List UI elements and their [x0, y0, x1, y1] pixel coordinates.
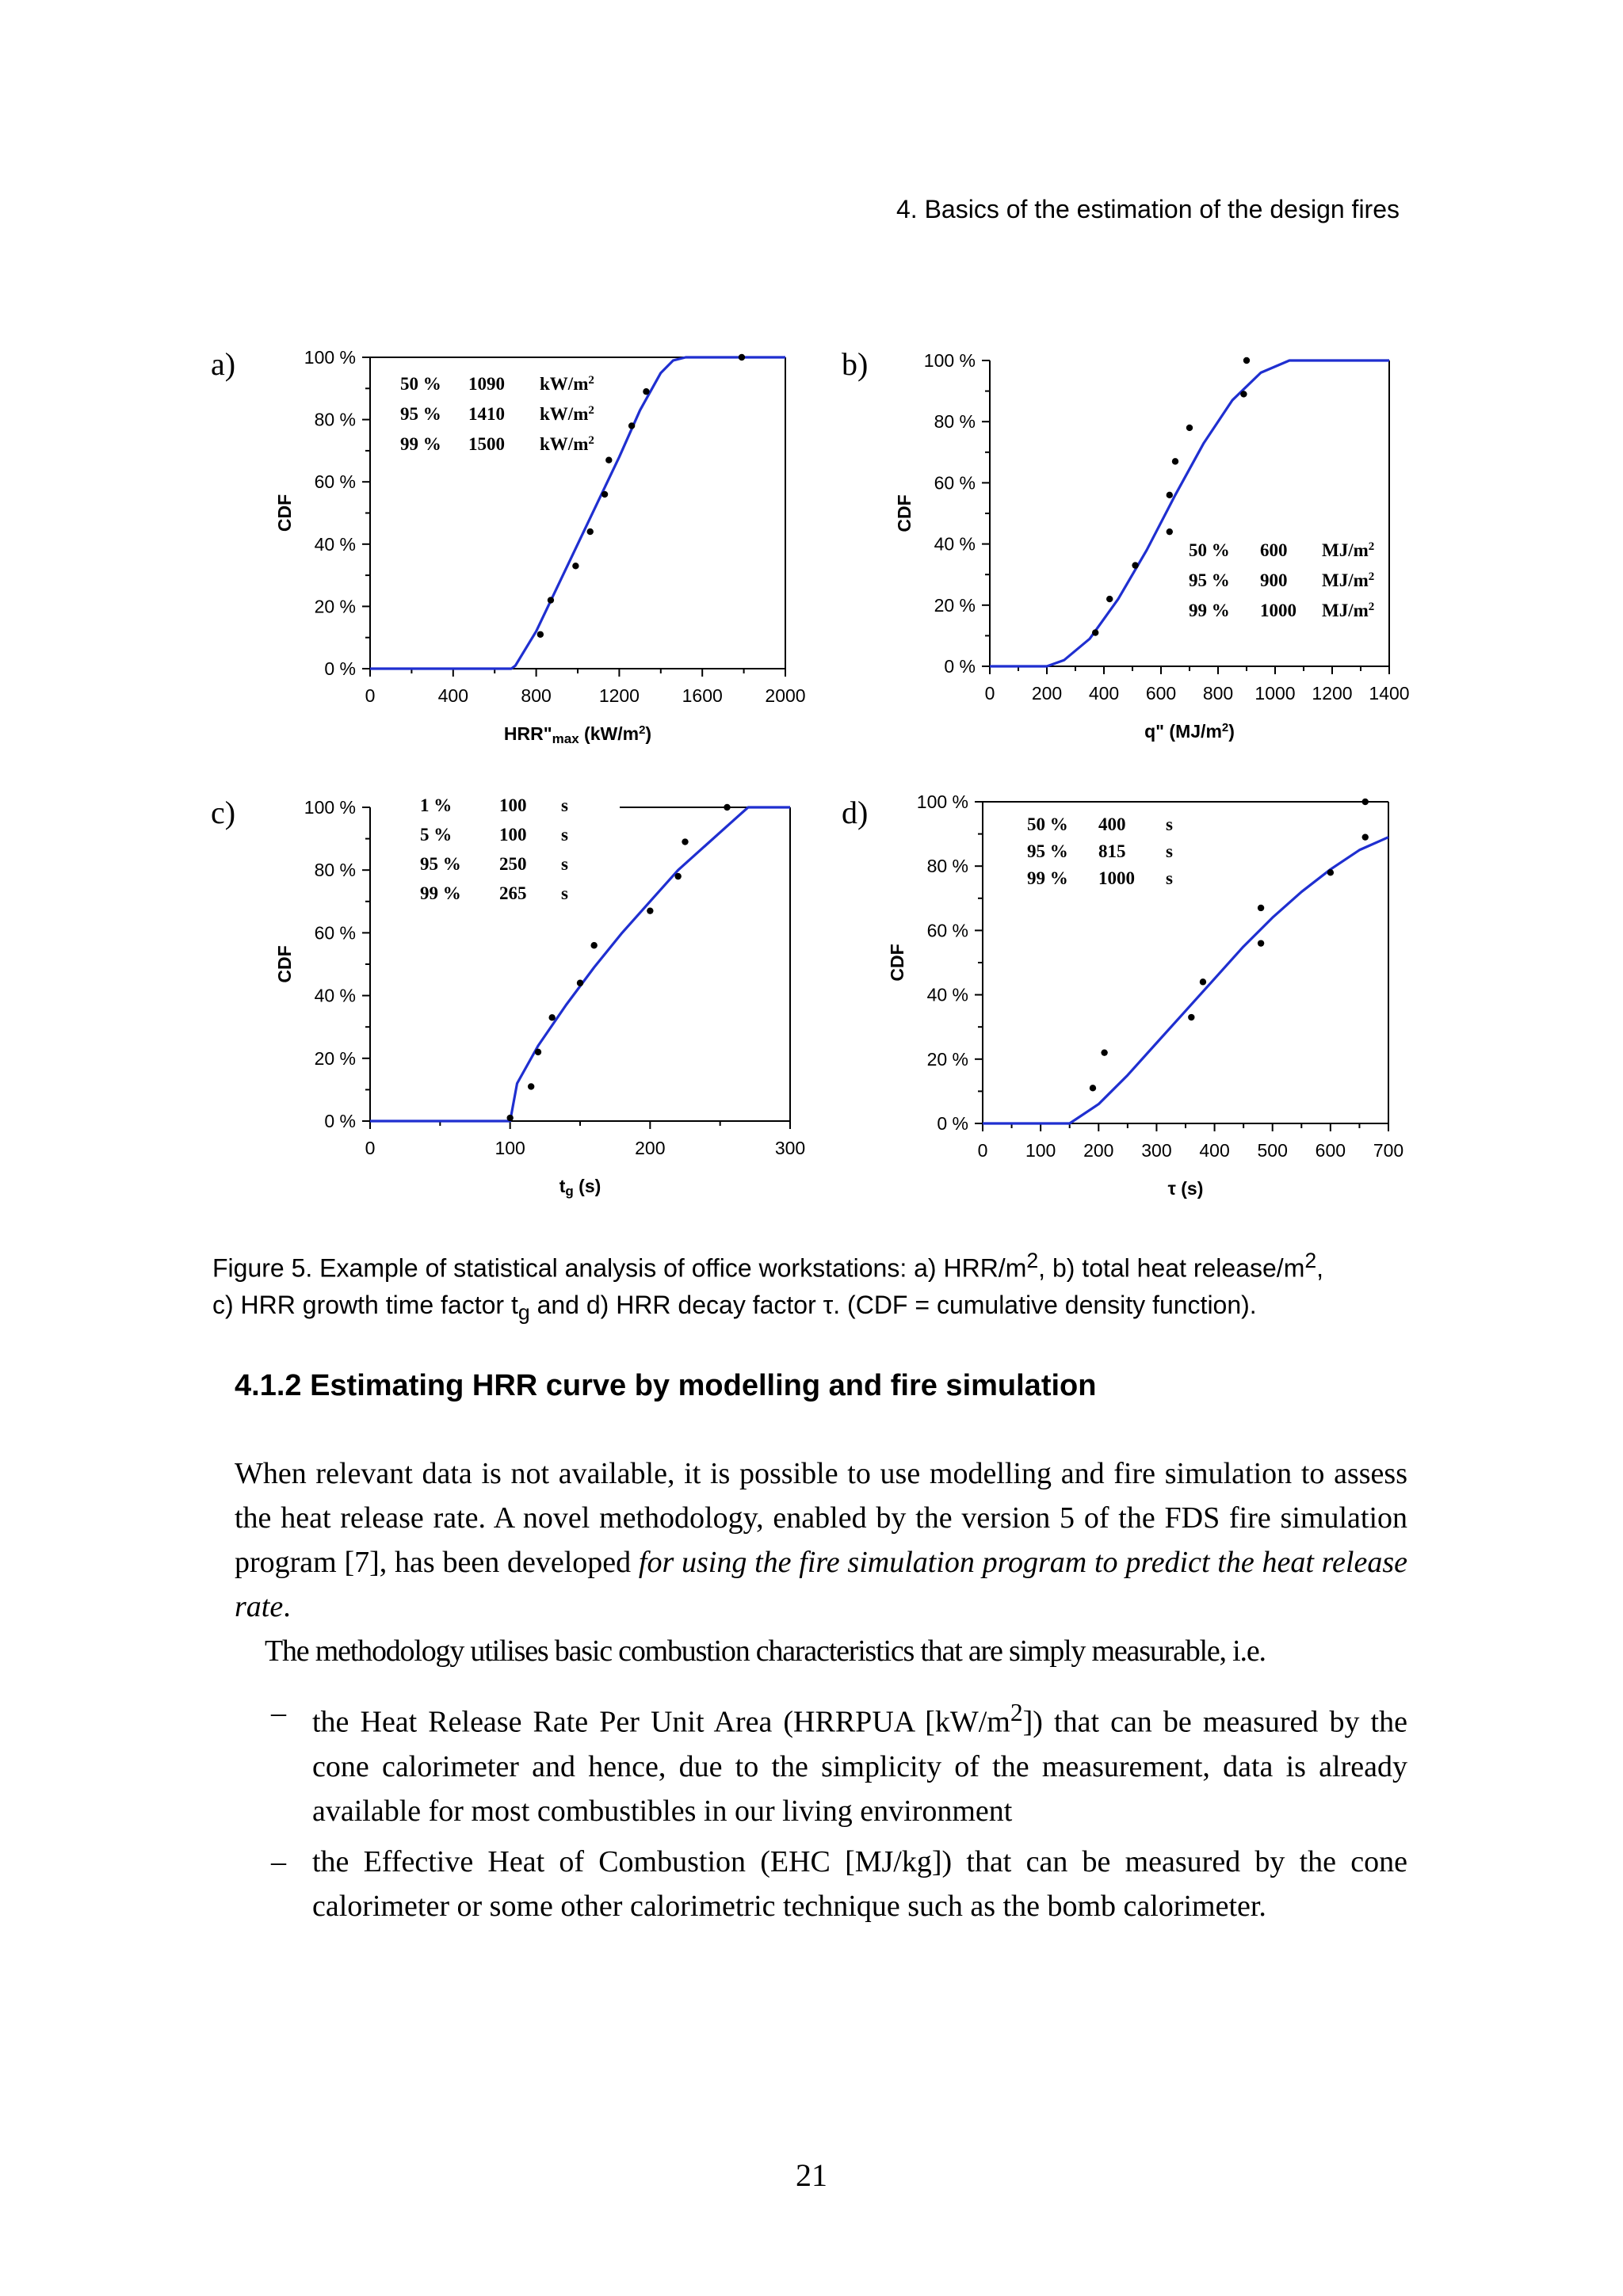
bullet-item-2	[271, 1840, 1407, 1928]
y-axis-label: CDF	[887, 944, 907, 982]
stat-cell: $kW/m^2$	[540, 404, 594, 424]
stat-cell: 600	[1260, 540, 1288, 560]
x-tick-label: 1400	[1369, 683, 1410, 704]
paragraph-1	[235, 1451, 1407, 1629]
stat-cell: s	[1166, 841, 1173, 861]
stat-cell: $kW/m^2$	[540, 434, 594, 454]
x-tick-label: 100	[495, 1138, 525, 1158]
stat-cell: 815	[1098, 841, 1126, 861]
stat-cell: 1000	[1260, 601, 1296, 620]
stat-cell: 99 %	[420, 883, 461, 903]
y-tick-label: 20 %	[926, 1048, 968, 1070]
x-tick-label: 0	[365, 685, 376, 706]
x-tick-label: 600	[1315, 1140, 1346, 1161]
caption-line-1: Figure 5. Example of statistical analysis of office workstations: a) HRR/$m^2$, b) total heat release/$m^2$,	[212, 1249, 1324, 1283]
stat-cell: 1090	[468, 374, 505, 394]
y-tick-label: 100 %	[916, 791, 968, 812]
x-tick-label: 1600	[682, 685, 723, 706]
bullet-text-1: the Heat Release Rate Per Unit Area (HRRPUA $[kW/m^2]$) that can be measured by the cone calorimeter and hence, due to the simplicity of the measurement, data is already available for most combustibles in our living environment	[312, 1699, 1407, 1828]
running-header: 4. Basics of the estimation of the design fires	[896, 195, 1400, 223]
stat-cell: s	[561, 883, 568, 903]
y-tick-label: 0 %	[937, 1113, 968, 1134]
y-axis-label: CDF	[274, 494, 295, 532]
y-tick-label: 20 %	[314, 596, 356, 617]
stat-cell: 900	[1260, 570, 1288, 590]
y-tick-label: 40 %	[314, 985, 356, 1006]
bullet-text-2: the Effective Heat of Combustion (EHC [MJ/kg]) that can be measured by the cone calorimeter or some other calorimetric technique such as the bomb calorimeter.	[312, 1845, 1407, 1923]
x-tick-label: 400	[1199, 1140, 1230, 1161]
data-point	[1258, 940, 1264, 946]
page-number: 21	[796, 2157, 827, 2193]
x-tick-label: 200	[1031, 683, 1063, 704]
x-tick-label: 0	[984, 683, 995, 704]
x-tick-label: 100	[1025, 1140, 1056, 1161]
stat-cell: s	[1166, 868, 1173, 888]
stat-cell: s	[561, 854, 568, 874]
stat-cell: 1410	[468, 404, 505, 424]
y-tick-label: 80 %	[314, 409, 356, 430]
data-point	[1101, 1049, 1107, 1055]
paragraph-1-end: .	[283, 1590, 291, 1623]
panel-letter-a: a)	[211, 346, 236, 382]
stat-cell: 50 %	[400, 374, 441, 394]
x-tick-label: 400	[437, 685, 468, 706]
stat-cell: 99 %	[1027, 868, 1068, 888]
y-tick-label: 80 %	[314, 860, 356, 881]
stat-cell: 265	[499, 883, 527, 903]
x-tick-label: 300	[1141, 1140, 1172, 1161]
panel-letter-c: c)	[211, 795, 236, 830]
stat-cell: 100	[499, 795, 527, 815]
stat-cell: 400	[1098, 814, 1126, 834]
x-tick-label: 800	[1202, 683, 1234, 704]
y-tick-label: 80 %	[926, 856, 968, 877]
data-point	[1200, 978, 1206, 985]
stat-cell: 1000	[1098, 868, 1135, 888]
y-tick-label: 100 %	[304, 797, 356, 818]
panel-letter-b: b)	[842, 346, 869, 382]
stat-cell: 99 %	[1189, 601, 1230, 620]
stat-cell: $kW/m^2$	[540, 374, 594, 394]
y-tick-label: 100 %	[304, 347, 356, 368]
stat-cell: 250	[499, 854, 527, 874]
y-tick-label: 60 %	[926, 920, 968, 941]
stat-cell: s	[1166, 814, 1173, 834]
stat-cell: $MJ/m^2$	[1322, 570, 1375, 590]
stat-cell: 1500	[468, 434, 505, 454]
paragraph-1-text: When relevant data is not available, it is possible to use modelling and fire simulation to assess the heat release rate. A novel methodology, enabled by the version 5 of the FDS fire simulation program [7], has been developed	[235, 1457, 1407, 1579]
data-point	[1327, 869, 1334, 875]
stat-cell: s	[561, 825, 568, 845]
caption-line-2: c) HRR growth time factor $t_g$ and d) HRR decay factor τ. (CDF = cumulative density function).	[212, 1290, 1257, 1325]
stat-cell: 5 %	[420, 825, 453, 845]
x-tick-label: 500	[1257, 1140, 1288, 1161]
panel-letter-d: d)	[842, 795, 869, 830]
y-tick-label: 0 %	[944, 656, 976, 677]
y-tick-label: 60 %	[934, 472, 976, 494]
bullet-marker: –	[271, 1696, 286, 1730]
y-tick-label: 100 %	[923, 350, 976, 371]
stat-cell: 95 %	[420, 854, 461, 874]
bullet-marker: –	[271, 1845, 286, 1878]
stat-cell: 95 %	[1027, 841, 1068, 861]
data-point	[1362, 799, 1369, 805]
bullet-item-1	[271, 1691, 1407, 1833]
stat-cell: 50 %	[1027, 814, 1068, 834]
y-axis-label: CDF	[274, 945, 295, 983]
paragraph-1-italic: for using the fire simulation program to predict the heat release rate	[235, 1546, 1407, 1623]
stat-cell: $MJ/m^2$	[1322, 601, 1375, 620]
stat-cell: 100	[499, 825, 527, 845]
y-tick-label: 0 %	[324, 1111, 356, 1131]
y-tick-label: 60 %	[314, 922, 356, 944]
y-tick-label: 40 %	[926, 984, 968, 1005]
y-tick-label: 80 %	[934, 411, 976, 433]
data-point	[1188, 1014, 1194, 1020]
stat-cell: 50 %	[1189, 540, 1230, 560]
stat-cell: $MJ/m^2$	[1322, 540, 1375, 560]
stat-cell: 99 %	[400, 434, 441, 454]
x-tick-label: 700	[1373, 1140, 1404, 1161]
x-tick-label: 1200	[598, 685, 640, 706]
x-tick-label: 1200	[1312, 683, 1353, 704]
y-tick-label: 0 %	[324, 658, 356, 679]
x-tick-label: 400	[1088, 683, 1120, 704]
x-tick-label: 1000	[1254, 683, 1296, 704]
stat-cell: 95 %	[1189, 570, 1230, 590]
y-tick-label: 60 %	[314, 471, 356, 493]
y-tick-label: 20 %	[314, 1047, 356, 1069]
stat-cell: s	[561, 795, 568, 815]
x-axis-label: τ (s)	[1167, 1178, 1204, 1199]
x-tick-label: 200	[1083, 1140, 1114, 1161]
y-tick-label: 40 %	[314, 533, 356, 555]
x-tick-label: 0	[365, 1138, 376, 1158]
data-point	[1090, 1085, 1096, 1091]
x-tick-label: 300	[774, 1138, 806, 1158]
stat-cell: 1 %	[420, 795, 453, 815]
stat-cell: 95 %	[400, 404, 441, 424]
y-axis-label: CDF	[894, 494, 915, 532]
x-axis-label: tg (s)	[559, 1176, 601, 1199]
x-axis-label: HRR"max $(kW/m^2)$	[503, 723, 652, 747]
paragraph-2: The methodology utilises basic combustion characteristics that are simply measurable, i.e.	[265, 1634, 1266, 1668]
x-axis-label: q" $(MJ/m^2)$	[1144, 720, 1235, 742]
x-tick-label: 800	[521, 685, 552, 706]
x-tick-label: 0	[977, 1140, 988, 1161]
data-point	[1258, 905, 1264, 911]
x-tick-label: 600	[1145, 683, 1177, 704]
y-tick-label: 20 %	[934, 594, 976, 616]
x-tick-label: 200	[635, 1138, 666, 1158]
y-tick-label: 40 %	[934, 533, 976, 555]
section-heading: 4.1.2 Estimating HRR curve by modelling and fire simulation	[235, 1369, 1097, 1402]
figure-caption	[212, 1242, 1433, 1330]
x-tick-label: 2000	[765, 685, 806, 706]
data-point	[1362, 833, 1369, 840]
